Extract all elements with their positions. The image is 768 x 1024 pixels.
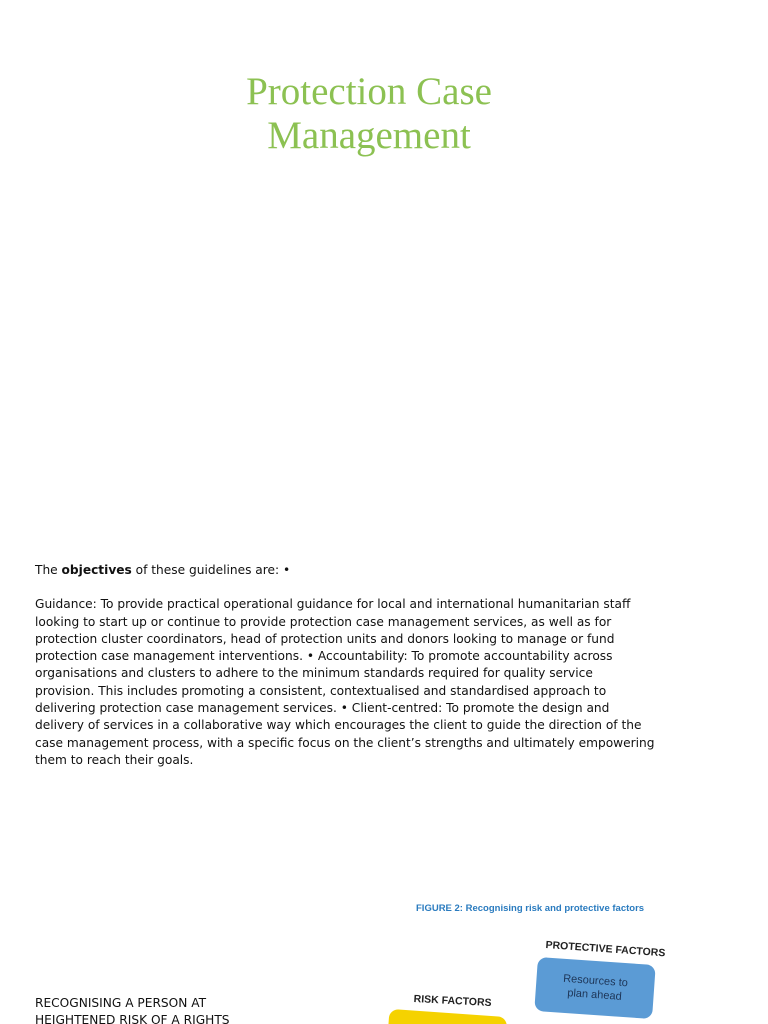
protective-factor-card	[534, 957, 655, 1019]
risk-factor-card	[387, 1009, 508, 1024]
protective-factor-card-text: Resources to plan ahead	[562, 972, 629, 1003]
objectives-intro-before: The	[35, 563, 62, 577]
protective-factors-label: PROTECTIVE FACTORS	[545, 939, 666, 960]
recognising-heading: RECOGNISING A PERSON AT HEIGHTENED RISK OF A RIGHTS	[35, 996, 230, 1024]
page-title	[0, 70, 738, 158]
objectives-intro-after: of these guidelines are: •	[131, 563, 291, 577]
page-title-line-1: Protection Case	[246, 70, 492, 113]
objectives-keyword: objectives	[61, 563, 132, 577]
page-title-line-2: Management	[267, 114, 471, 157]
figure-caption: FIGURE 2: Recognising risk and protective factors	[416, 903, 645, 914]
objectives-section	[35, 562, 655, 769]
objectives-body: Guidance: To provide practical operational guidance for local and international humanitarian staff looking to start up or continue to provide protection case management services, as well as for protection cluster coordinators, head of protection units and donors looking to manage or fund protection case management interventions. • Accountability: To promote accountability across organisations and clusters to adhere to the minimum standards required for quality service provision. This includes promoting a consistent, contextualised and standardised approach to delivering protection case management services. • Client-centred: To promote the design and delivery of services in a collaborative way which encourages the client to guide the direction of the case management process, with a specific focus on the client’s strengths and ultimately empowering them to reach their goals.	[35, 597, 655, 767]
objectives-intro	[35, 562, 655, 579]
risk-factors-label: RISK FACTORS	[413, 993, 492, 1010]
